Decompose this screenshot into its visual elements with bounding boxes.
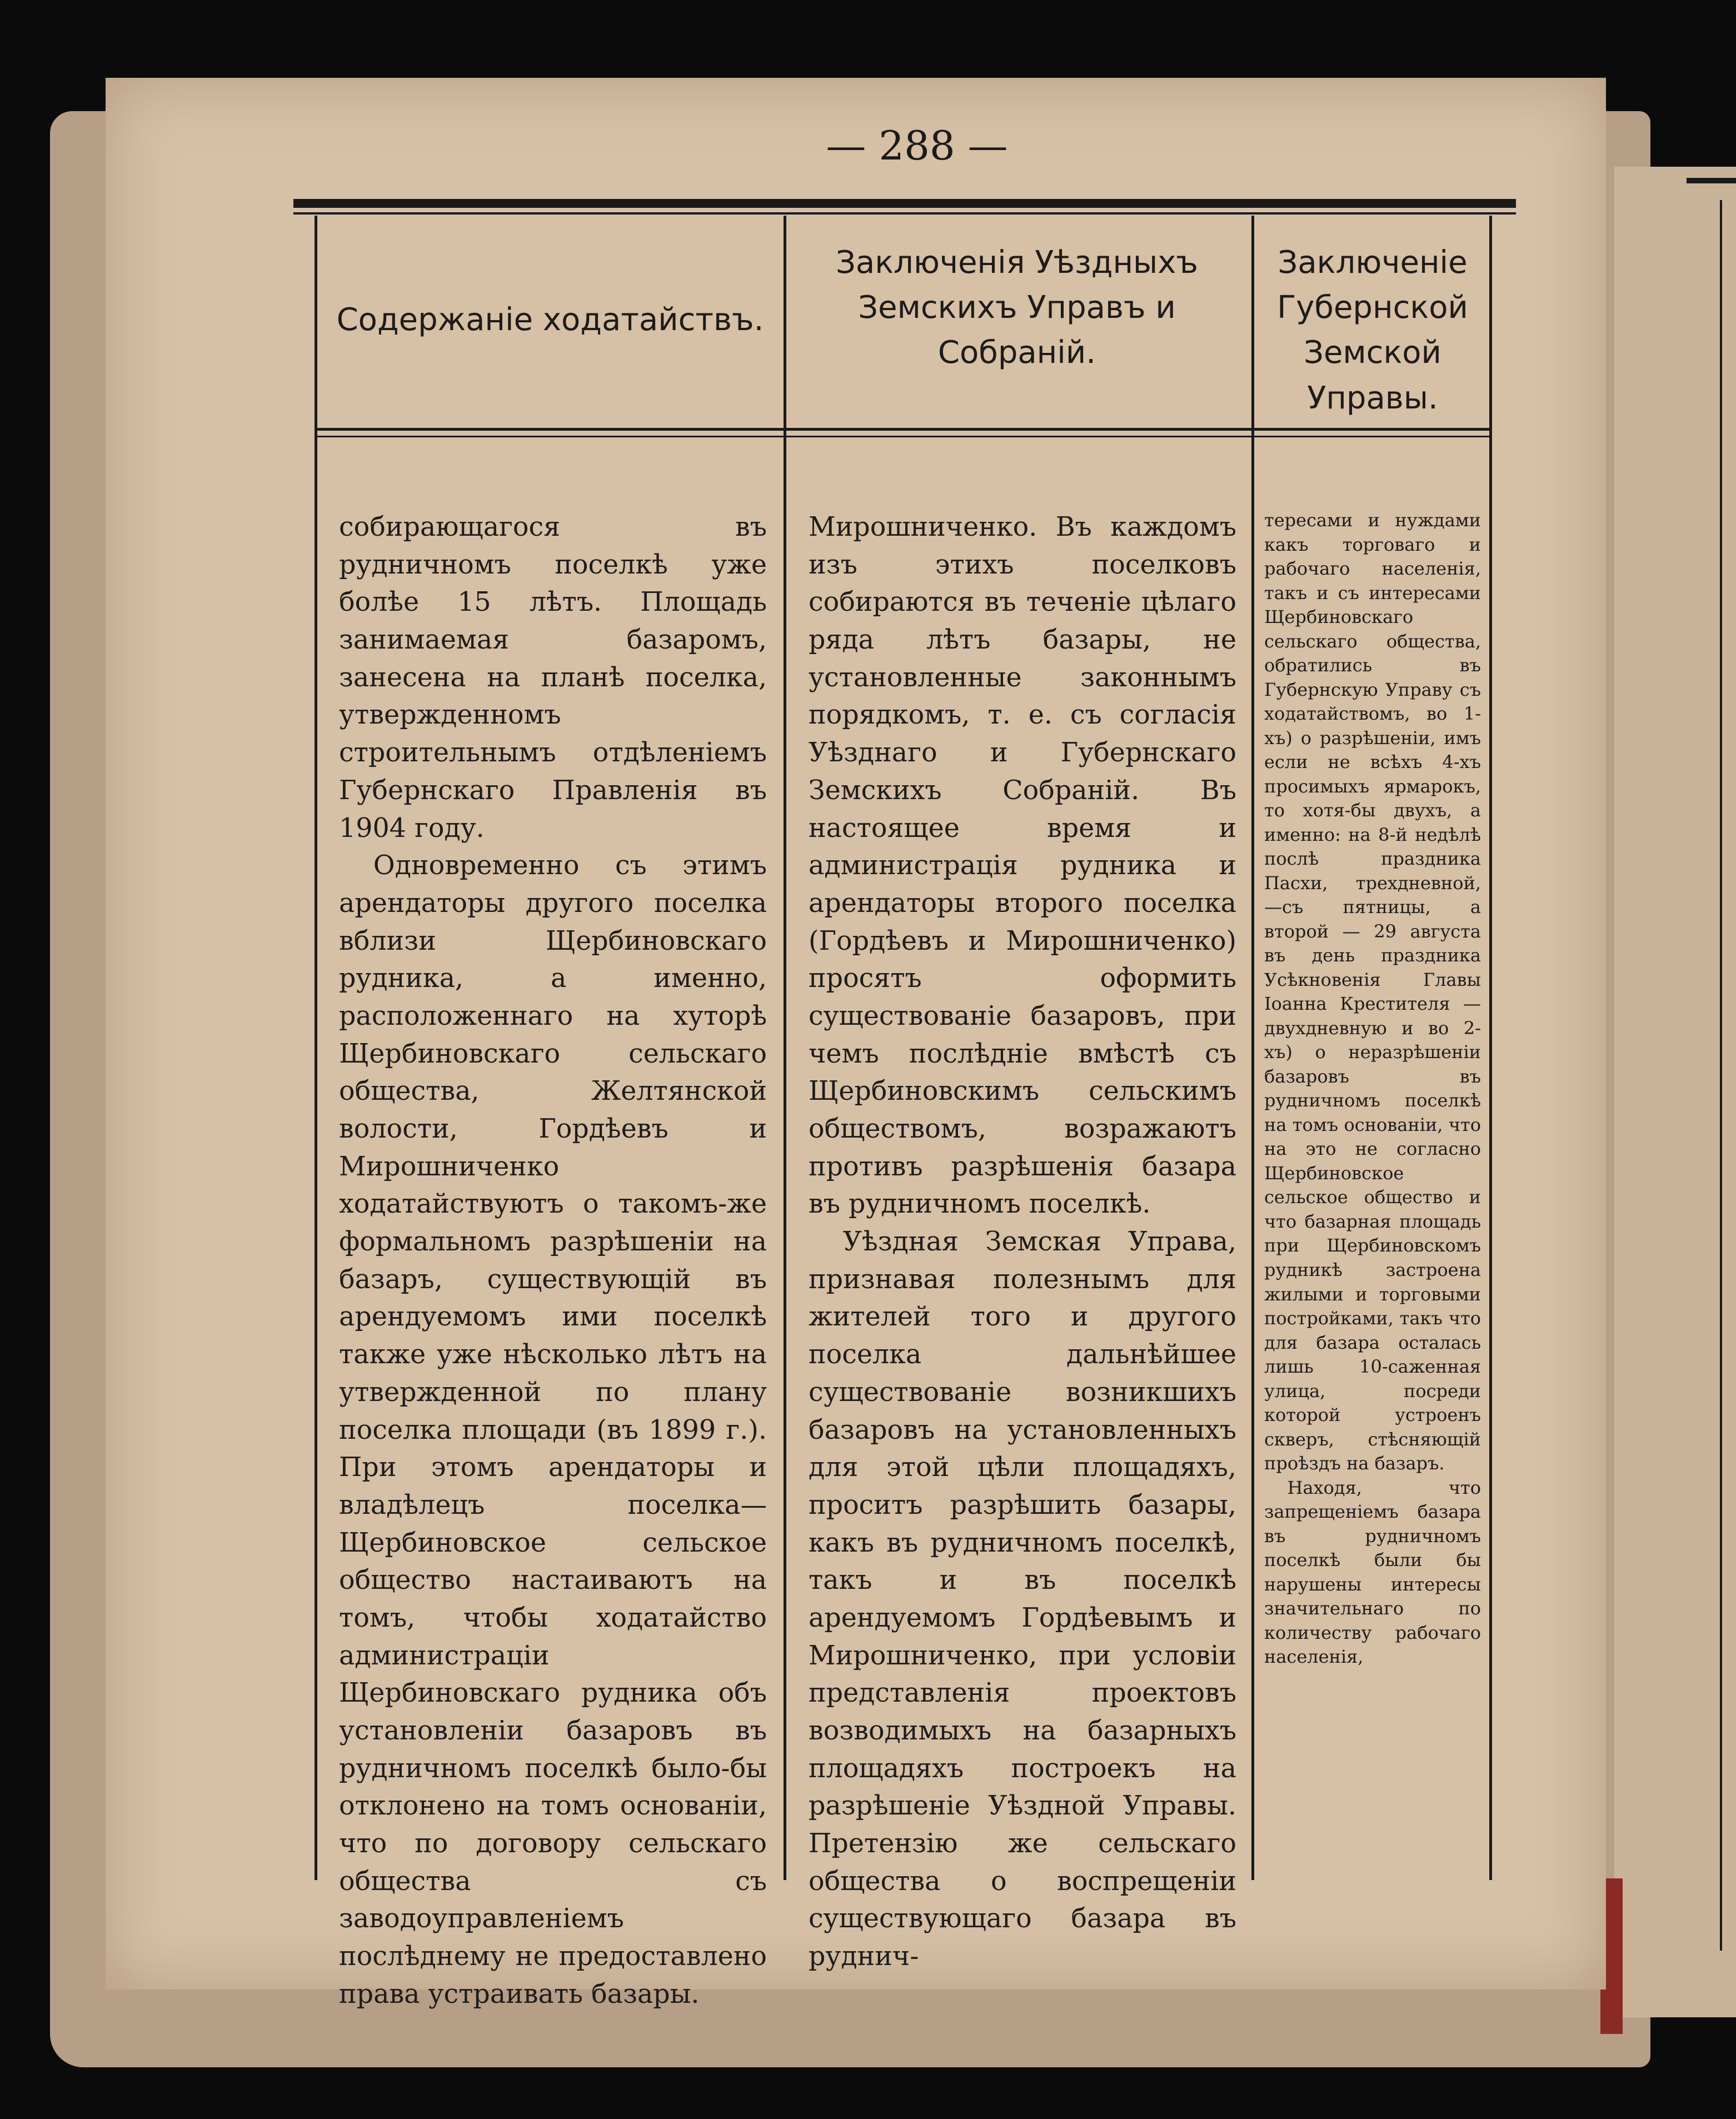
header-rule-thin [317, 436, 1490, 437]
column-petition-content [339, 508, 767, 2013]
col1-paragraph-2: Одновременно съ этимъ арендаторы другого поселка вблизи Щербиновскаго рудника, а именно, расположеннаго на хуторѣ Щербиновскаго сельскаго общества, Желтянской волости, Гордѣевъ и Мирошниченко ходатайствуютъ о такомъ-же формальномъ разрѣшеніи на базаръ, существующій въ арендуемомъ ими поселкѣ также уже нѣсколько лѣтъ на утвержденной по плану поселка площади (въ 1899 г.). При этомъ арендаторы и владѣлецъ поселка—Щербиновское сельское общество настаиваютъ на томъ, чтобы ходатайство администраціи Щербиновскаго рудника объ установленіи базаровъ въ рудничномъ поселкѣ было-бы отклонено на томъ основаніи, что по договору сельскаго общества съ заводоуправленіемъ послѣднему не предоставлено права устраивать базары. [339, 850, 767, 2010]
header-col3: Заключеніе Губернской Земской Управы. [1277, 245, 1468, 416]
table-left-border [315, 216, 317, 1880]
col3-paragraph-2: Находя, что запрещеніемъ базара въ рудничномъ поселкѣ были бы нарушены интересы значительнаго по количеству рабочаго населенія, [1264, 1477, 1481, 1668]
column-divider-2 [1251, 216, 1254, 1880]
col2-paragraph-2: Уѣздная Земская Управа, признавая полезнымъ для жителей того и другого поселка дальнѣйшее существованіе возникшихъ базаровъ на установленныхъ для этой цѣли площадяхъ, проситъ разрѣшить базары, какъ въ рудничномъ поселкѣ, такъ и въ поселкѣ арендуемомъ Гордѣевымъ и Мирошниченко, при условіи представленія проектовъ возводимыхъ на базарныхъ площадяхъ построекъ на разрѣшеніе Уѣздной Управы. Претензію же сельскаго общества о воспрещеніи существующаго базара въ руднич- [809, 1226, 1236, 1972]
col2-paragraph-1: Мирошниченко. Въ каждомъ изъ этихъ поселковъ собираются въ теченіе цѣлаго ряда лѣтъ базары, не установленные законнымъ порядкомъ, т. е. съ согласія Уѣзднаго и Губернскаго Земскихъ Собраній. Въ настоящее время и администрація рудника и арендаторы второго поселка (Гордѣевъ и Мирошниченко) просятъ оформить существованіе базаровъ, при чемъ послѣдніе вмѣстѣ съ Щербиновскимъ сельскимъ обществомъ, возражаютъ противъ разрѣшенія базара въ рудничномъ поселкѣ. [809, 512, 1236, 1220]
table-right-border [1489, 216, 1492, 1880]
column-district-conclusions [809, 508, 1236, 1976]
column-divider-1 [784, 216, 786, 1880]
column-provincial-conclusion [1264, 508, 1481, 1669]
header-col2: Заключенія Уѣздныхъ Земскихъ Управъ и Собраній. [836, 245, 1198, 371]
facing-page [1614, 167, 1736, 2017]
header-col1: Содержаніе ходатайствъ. [336, 302, 764, 338]
page-number: — 288 — [826, 122, 1008, 169]
facing-page-column-line [1720, 200, 1722, 1951]
header-rule [317, 428, 1490, 431]
col3-paragraph-1: тересами и нуждами какъ торговаго и рабочаго населенія, такъ и съ интересами Щербиновскаго сельскаго общества, обратились въ Губернскую Управу съ ходатайствомъ, во 1-хъ) о разрѣшеніи, имъ если не всѣхъ 4-хъ просимыхъ ярмарокъ, то хотя-бы двухъ, а именно: на 8-й недѣлѣ послѣ праздника Пасхи, трехдневной, —съ пятницы, а второй — 29 августа въ день праздника Усѣкновенія Главы Іоанна Крестителя — двухдневную и во 2-хъ) о неразрѣшеніи базаровъ въ рудничномъ поселкѣ на томъ основаніи, что на это не согласно Щербиновское сельское общество и что базарная площадь при Щербиновскомъ рудникѣ застроена жилыми и торговыми постройками, такъ что для базара осталась лишь 10-саженная улица, посреди которой устроенъ скверъ, стѣсняющій проѣздъ на базаръ. [1264, 510, 1481, 1474]
facing-page-rule [1687, 178, 1736, 183]
top-rule-thick [293, 199, 1516, 208]
top-rule-thin [293, 212, 1516, 215]
col1-paragraph-1: собирающагося въ рудничномъ поселкѣ уже болѣе 15 лѣтъ. Площадь занимаемая базаромъ, занесена на планѣ поселка, утвержденномъ строительнымъ отдѣленіемъ Губернскаго Правленія въ 1904 году. [339, 512, 767, 844]
